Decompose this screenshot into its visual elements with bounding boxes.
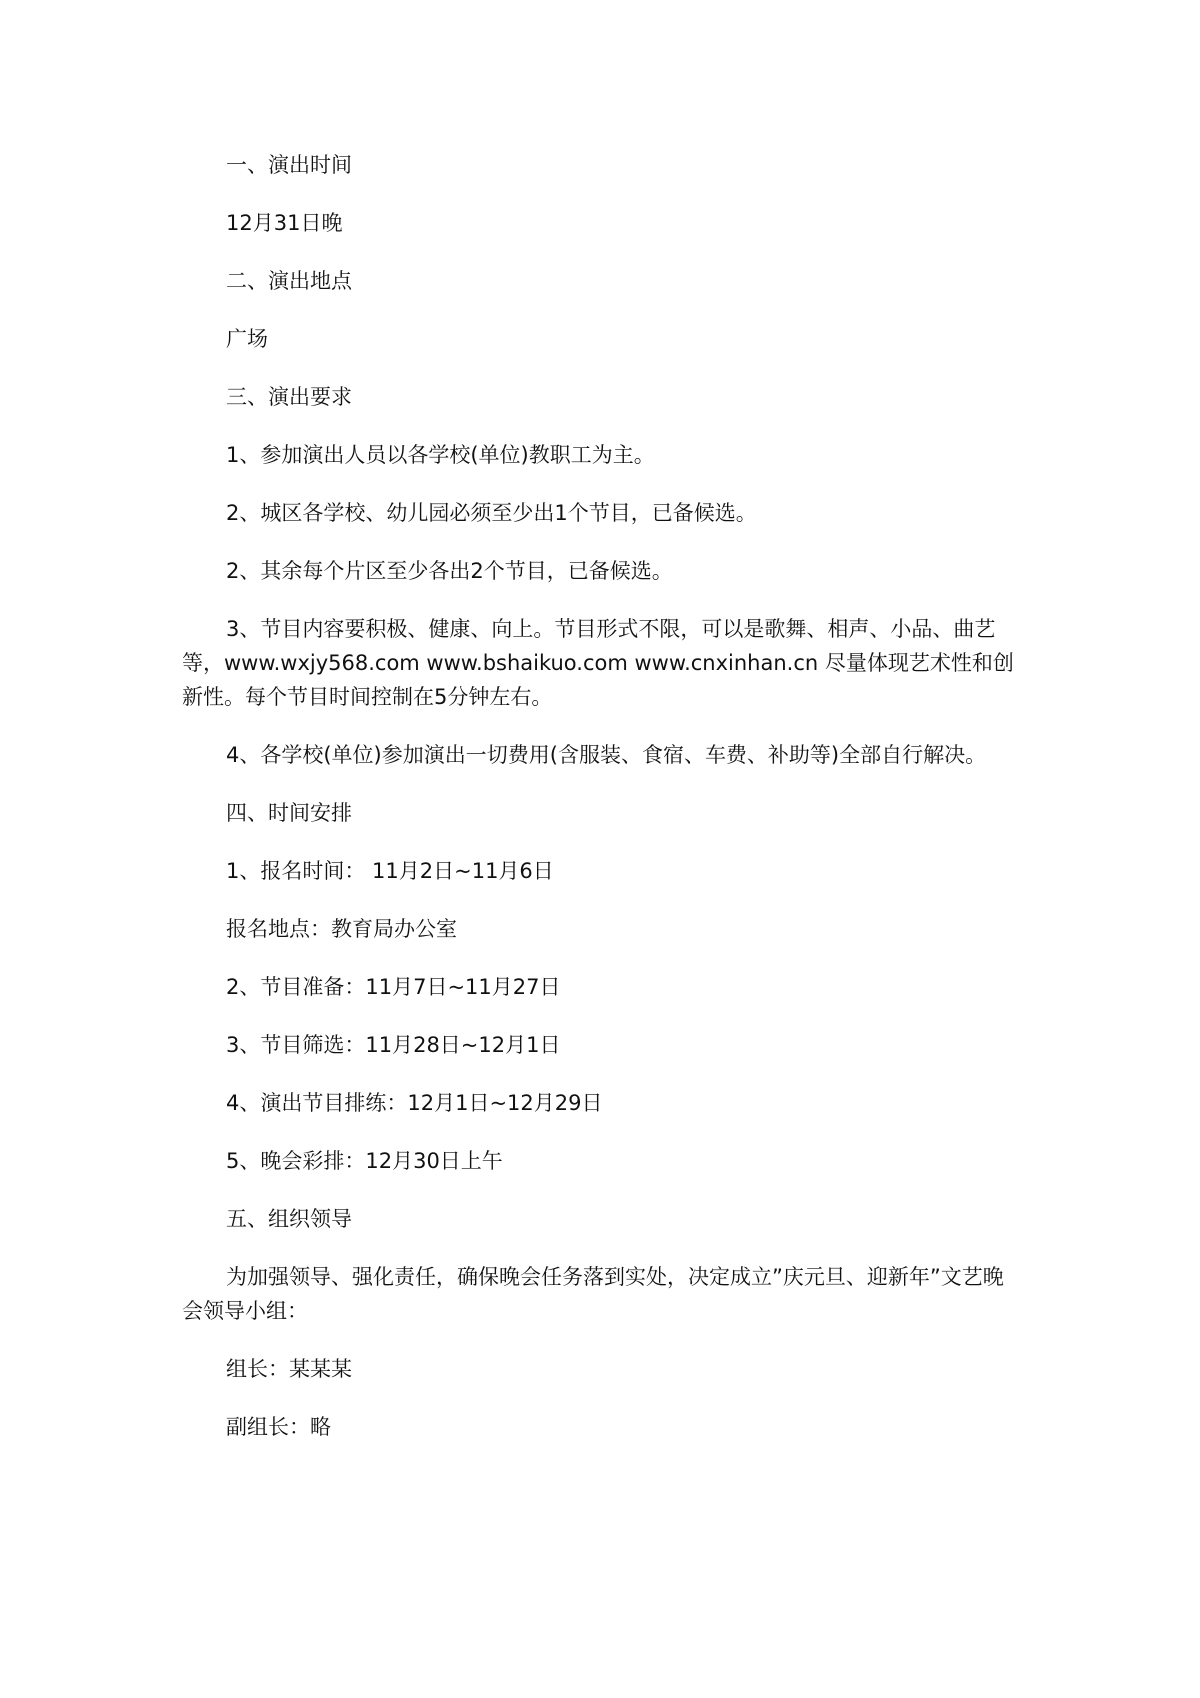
section-heading-time: 一、演出时间 xyxy=(226,153,352,177)
schedule-item-registration-place: 报名地点：教育局办公室 xyxy=(226,917,457,941)
schedule-item-preparation: 2、节目准备：11月7日~11月27日 xyxy=(226,975,561,999)
requirement-item-2a: 2、城区各学校、幼儿园必须至少出1个节目，已备候选。 xyxy=(226,501,757,525)
organization-deputy-leader: 副组长：略 xyxy=(226,1415,331,1439)
document-body xyxy=(182,148,1022,1444)
section-heading-location: 二、演出地点 xyxy=(226,269,352,293)
schedule-item-selection: 3、节目筛选：11月28日~12月1日 xyxy=(226,1033,561,1057)
requirement-item-3: 3、节目内容要积极、健康、向上。节目形式不限，可以是歌舞、相声、小品、曲艺等，www.wxjy568.com www.bshaikuo.com www.cnxinhan.cn 尽量体现艺术性和创新性。每个节目时间控制在5分钟左右。 xyxy=(182,617,1014,709)
section-heading-requirements: 三、演出要求 xyxy=(226,385,352,409)
organization-leader: 组长：某某某 xyxy=(226,1357,352,1381)
requirement-item-1: 1、参加演出人员以各学校(单位)教职工为主。 xyxy=(226,443,655,467)
requirement-item-4: 4、各学校(单位)参加演出一切费用(含服装、食宿、车费、补助等)全部自行解决。 xyxy=(226,743,987,767)
section-heading-organization: 五、组织领导 xyxy=(226,1207,352,1231)
requirement-item-2b: 2、其余每个片区至少各出2个节目，已备候选。 xyxy=(226,559,673,583)
paragraph-location-value: 广场 xyxy=(226,327,268,351)
schedule-item-dress-rehearsal: 5、晚会彩排：12月30日上午 xyxy=(226,1149,503,1173)
organization-intro: 为加强领导、强化责任，确保晚会任务落到实处，决定成立”庆元旦、迎新年”文艺晚会领导小组： xyxy=(182,1265,1004,1323)
schedule-item-registration-time: 1、报名时间： 11月2日~11月6日 xyxy=(226,859,554,883)
schedule-item-rehearsal: 4、演出节目排练：12月1日~12月29日 xyxy=(226,1091,603,1115)
paragraph-time-value: 12月31日晚 xyxy=(226,211,343,235)
section-heading-schedule: 四、时间安排 xyxy=(226,801,352,825)
